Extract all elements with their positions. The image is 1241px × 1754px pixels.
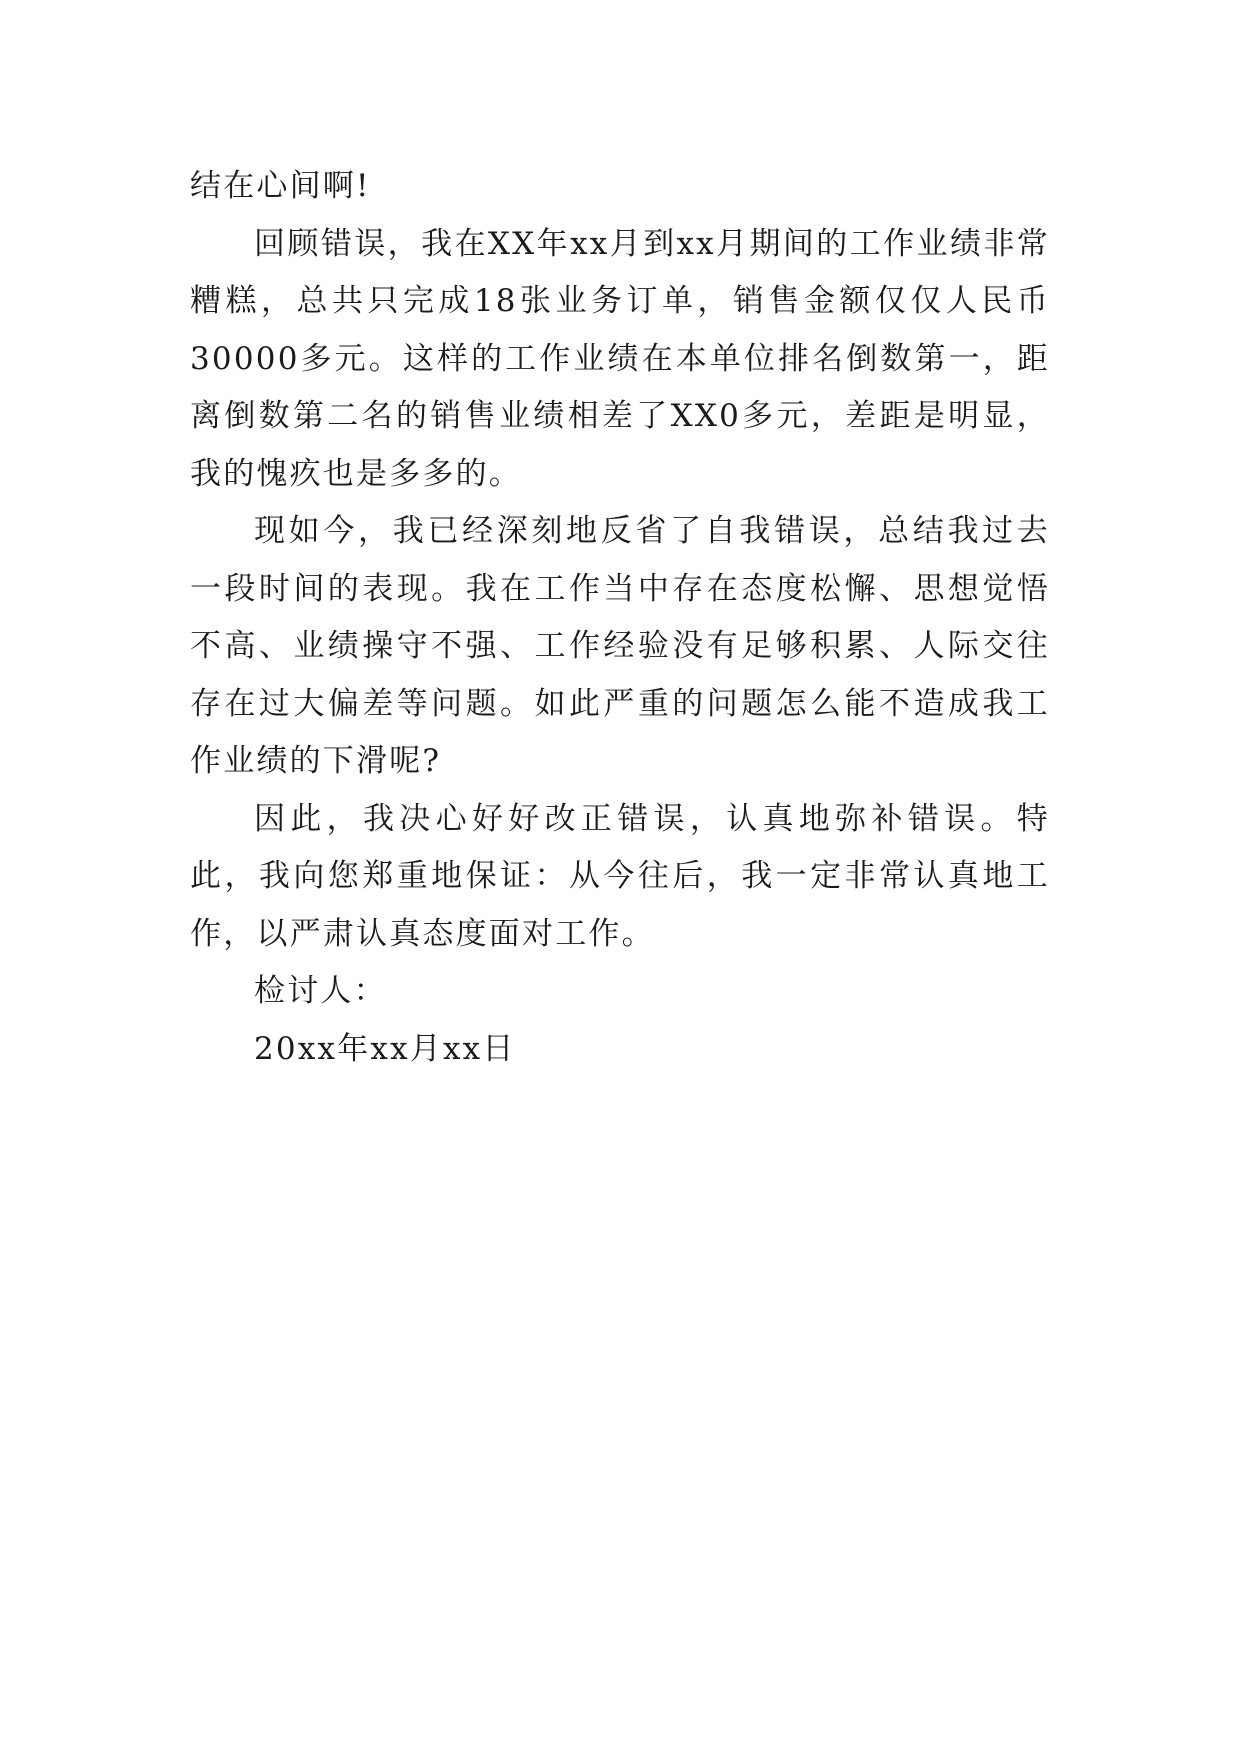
date-line: 20xx年xx月xx日 (254, 1030, 516, 1067)
paragraph-review-errors: 回顾错误，我在XX年xx月到xx月期间的工作业绩非常糟糕，总共只完成18张业务订单，销售金额仅仅人民币30000多元。这样的工作业绩在本单位排名倒数第一，距离倒数第二名的销售业绩相差了XX0多元，差距是明显，我的愧疚也是多多的。 (190, 225, 1050, 492)
signature-label: 检讨人： (254, 973, 387, 1009)
paragraph-reflection: 现如今，我已经深刻地反省了自我错误，总结我过去一段时间的表现。我在工作当中存在态度松懈、思想觉悟不高、业绩操守不强、工作经验没有足够积累、人际交往存在过大偏差等问题。如此严重的问题怎么能不造成我工作业绩的下滑呢? (190, 513, 1050, 779)
document-body (190, 158, 1050, 1078)
paragraph-continuation: 结在心间啊! (190, 168, 371, 204)
paragraph-pledge: 因此，我决心好好改正错误，认真地弥补错误。特此，我向您郑重地保证：从今往后，我一定非常认真地工作，以严肃认真态度面对工作。 (190, 800, 1050, 952)
